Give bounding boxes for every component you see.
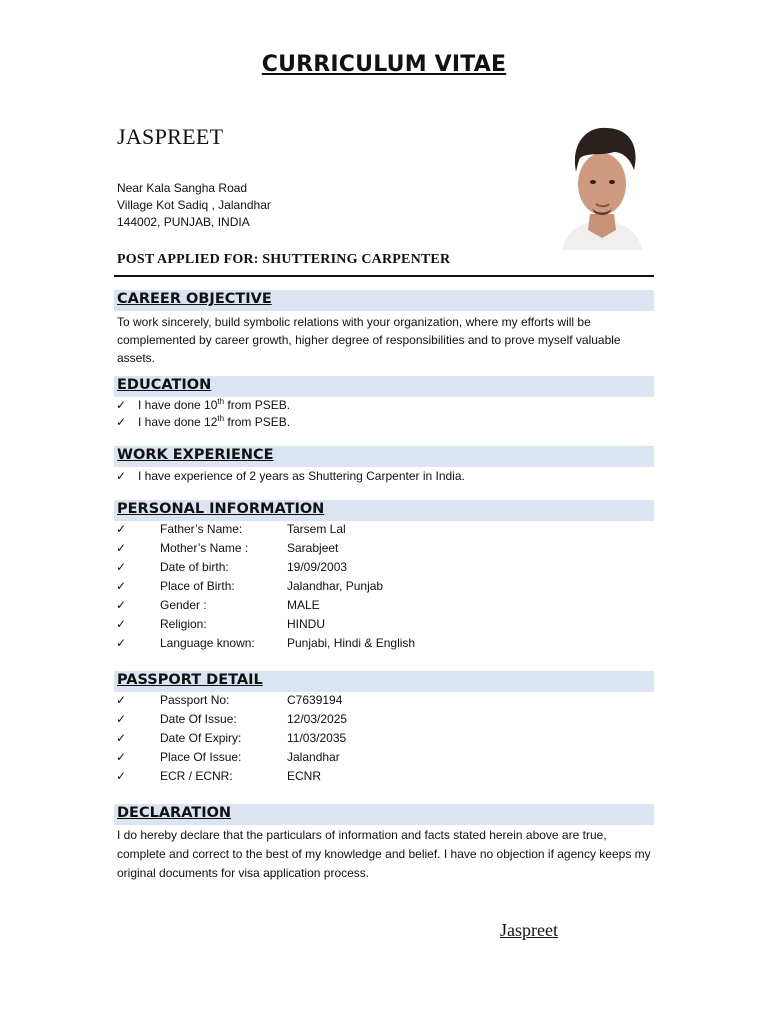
address-line-2: Village Kot Sadiq , Jalandhar	[117, 198, 271, 212]
passport-label: Date Of Issue:	[160, 712, 237, 726]
personal-value: Punjabi, Hindi & English	[287, 636, 416, 650]
check-icon: ✓	[116, 522, 127, 536]
personal-label: Father’s Name:	[160, 522, 243, 536]
personal-label: Place of Birth:	[160, 579, 235, 593]
check-icon: ✓	[116, 415, 127, 429]
career-objective-line-1: To work sincerely, build symbolic relations with your organization, where my efforts will be	[117, 315, 591, 329]
personal-label: Gender :	[160, 598, 207, 612]
work-experience-item: I have experience of 2 years as Shuttering Carpenter in India.	[138, 469, 465, 483]
check-icon: ✓	[116, 598, 127, 612]
check-icon: ✓	[116, 731, 127, 745]
passport-heading: PASSPORT DETAIL	[117, 672, 263, 688]
passport-label: Place Of Issue:	[160, 750, 242, 764]
passport-value: 11/03/2035	[287, 731, 347, 745]
check-icon: ✓	[116, 398, 127, 412]
personal-value: Sarabjeet	[287, 541, 339, 555]
check-icon: ✓	[116, 769, 127, 783]
passport-heading-band	[114, 671, 654, 692]
check-icon: ✓	[116, 469, 127, 483]
passport-value: ECNR	[287, 769, 322, 783]
signature: Jaspreet	[500, 920, 558, 940]
passport-value: C7639194	[287, 693, 343, 707]
address-line-1: Near Kala Sangha Road	[117, 181, 248, 195]
passport-label: Date Of Expiry:	[160, 731, 242, 745]
check-icon: ✓	[116, 617, 127, 631]
document-title: CURRICULUM VITAE	[261, 52, 507, 77]
career-objective-heading-band	[114, 290, 654, 311]
career-objective-line-3: assets.	[117, 351, 156, 365]
personal-label: Mother’s Name :	[160, 541, 249, 555]
check-icon: ✓	[116, 750, 127, 764]
check-icon: ✓	[116, 712, 127, 726]
declaration-heading-band	[114, 804, 654, 825]
personal-info-heading: PERSONAL INFORMATION	[117, 501, 325, 517]
personal-label: Date of birth:	[160, 560, 229, 574]
work-experience-heading: WORK EXPERIENCE	[117, 447, 274, 463]
post-applied: POST APPLIED FOR: SHUTTERING CARPENTER	[117, 252, 451, 267]
passport-value: 12/03/2025	[287, 712, 348, 726]
work-experience-heading-band	[114, 446, 654, 467]
passport-label: Passport No:	[160, 693, 230, 707]
personal-value: Jalandhar, Punjab	[287, 579, 384, 593]
declaration-line-2: complete and correct to the best of my knowledge and belief. I have no objection if agency keeps my	[117, 847, 651, 861]
education-heading-band	[114, 376, 654, 397]
personal-value: MALE	[287, 598, 320, 612]
check-icon: ✓	[116, 579, 127, 593]
personal-value: HINDU	[287, 617, 325, 631]
education-heading: EDUCATION	[117, 377, 212, 393]
declaration-heading: DECLARATION	[117, 805, 232, 821]
check-icon: ✓	[116, 541, 127, 555]
career-objective-line-2: complemented by career growth, higher degree of responsibilities and to prove myself valuable	[117, 333, 621, 347]
header-divider	[114, 275, 654, 277]
check-icon: ✓	[116, 693, 127, 707]
personal-value: Tarsem Lal	[287, 522, 346, 536]
personal-label: Language known:	[160, 636, 255, 650]
personal-info-heading-band	[114, 500, 654, 521]
personal-value: 19/09/2003	[287, 560, 348, 574]
profile-photo	[556, 122, 648, 250]
personal-label: Religion:	[160, 617, 207, 631]
check-icon: ✓	[116, 636, 127, 650]
declaration-line-1: I do hereby declare that the particulars of information and facts stated herein above are true,	[117, 828, 607, 842]
applicant-name: JASPREET	[117, 124, 224, 149]
education-item-2: I have done 12th from PSEB.	[138, 414, 291, 429]
declaration-line-3: original documents for visa application process.	[117, 866, 370, 880]
education-item-1: I have done 10th from PSEB.	[138, 397, 291, 412]
passport-value: Jalandhar	[287, 750, 340, 764]
career-objective-heading: CAREER OBJECTIVE	[117, 291, 272, 307]
passport-label: ECR / ECNR:	[160, 769, 233, 783]
address-line-3: 144002, PUNJAB, INDIA	[117, 215, 250, 229]
check-icon: ✓	[116, 560, 127, 574]
